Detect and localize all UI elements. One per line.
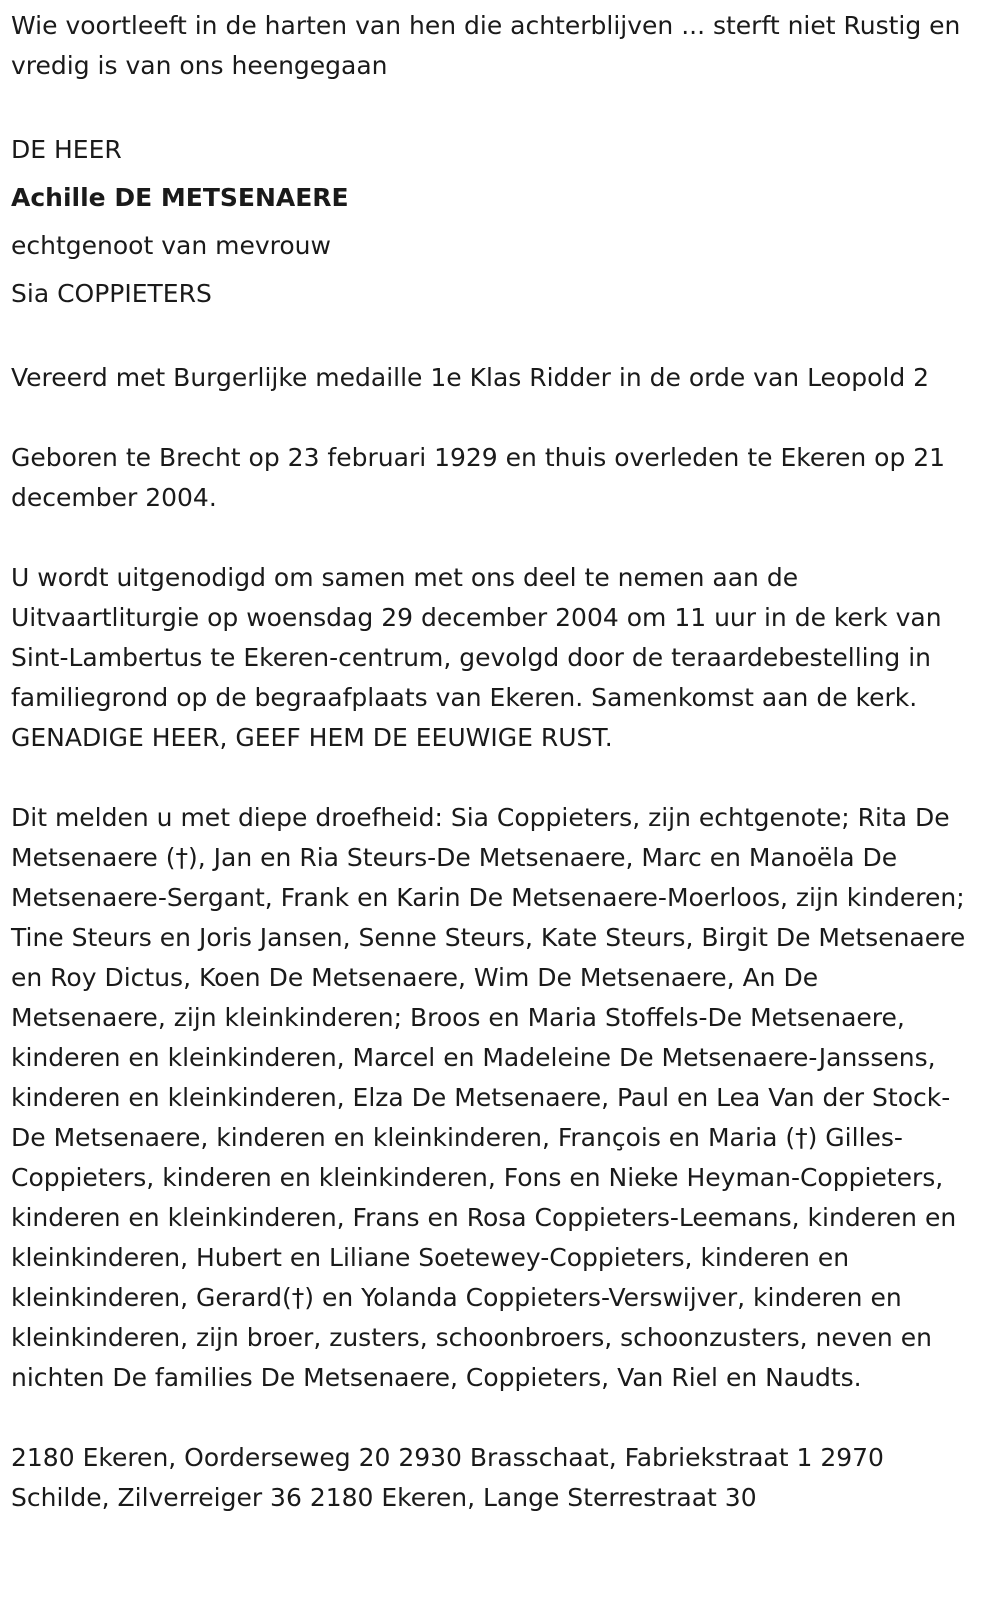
spacer [11, 398, 969, 438]
birth-death-text: Geboren te Brecht op 23 februari 1929 en thuis overleden te Ekeren op 21 december 2004. [11, 443, 946, 512]
mourners-text: Dit melden u met diepe droefheid: Sia Coppieters, zijn echtgenote; Rita De Metsenaere (†), Jan en Ria Steurs-De Metsenaere, Marc en Manoëla De Metsenaere-Sergant, Frank en Karin De Metsenaere-Moerloos, zijn kinderen; Tine Steurs en Joris Jansen, Senne Steurs, Kate Steurs, Birgit De Metsenaere en Roy Dictus, Koen De Metsenaere, Wim De Metsenaere, An De Metsenaere, zijn kleinkinderen; Broos en Maria Stoffels-De Metsenaere, kinderen en kleinkinderen, Marcel en Madeleine De Metsenaere-Janssens, kinderen en kleinkinderen, Elza De Metsenaere, Paul en Lea Van der Stock-De Metsenaere, kinderen en kleinkinderen, François en Maria (†) Gilles-Coppieters, kinderen en kleinkinderen, Fons en Nieke Heyman-Coppieters, kinderen en kleinkinderen, Frans en Rosa Coppieters-Leemans, kinderen en kleinkinderen, Hubert en Liliane Soetewey-Coppieters, kinderen en kleinkinderen, Gerard(†) en Yolanda Coppieters-Verswijver, kinderen en kleinkinderen, zijn broer, zusters, schoonbroers, schoonzusters, neven en nichten De families De Metsenaere, Coppieters, Van Riel en Naudts. [11, 803, 966, 1392]
spacer [11, 518, 969, 558]
spacer [11, 758, 969, 798]
addresses-text: 2180 Ekeren, Oorderseweg 20 2930 Brasschaat, Fabriekstraat 1 2970 Schilde, Zilverreiger 36 2180 Ekeren, Lange Sterrestraat 30 [11, 1443, 884, 1512]
honors-text: Vereerd met Burgerlijke medaille 1e Klas Ridder in de orde van Leopold 2 [11, 363, 930, 392]
motto-text: Wie voortleeft in de harten van hen die achterblijven ... sterft niet Rustig en vredig is van ons heengegaan [11, 11, 961, 80]
spacer [11, 86, 969, 126]
title-prefix: DE HEER [11, 135, 122, 164]
funeral-invitation-text: U wordt uitgenodigd om samen met ons deel te nemen aan de Uitvaartliturgie op woensdag 29 december 2004 om 11 uur in de kerk van Sint-Lambertus te Ekeren-centrum, gevolgd door de teraardebestelling in familiegrond op de begraafplaats van Ekeren. Samenkomst aan de kerk. GENADIGE HEER, GEEF HEM DE EEUWIGE RUST. [11, 563, 942, 752]
deceased-name: Achille DE METSENAERE [11, 183, 349, 212]
spacer [11, 1398, 969, 1438]
spouse-intro: echtgenoot van mevrouw [11, 231, 331, 260]
spouse-name: Sia COPPIETERS [11, 279, 212, 308]
spacer [11, 318, 969, 358]
